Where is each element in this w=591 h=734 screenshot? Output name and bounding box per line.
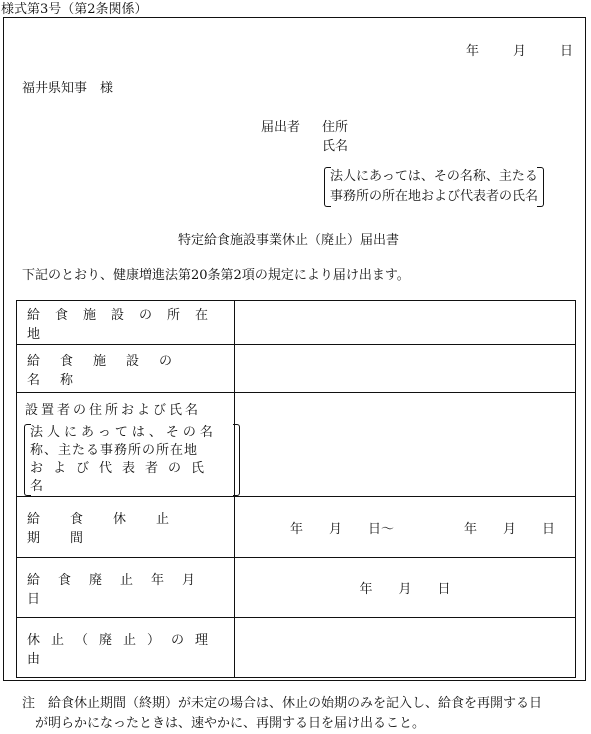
closure-date-value: 年 月 日: [359, 582, 451, 597]
footnote-line: が明らかになったときは、速やかに、再開する日を届け出ること。: [22, 716, 426, 731]
owner-note-line: 法人にあっては、その名: [30, 425, 217, 440]
corporation-note: [330, 167, 538, 207]
table-row: [17, 497, 576, 558]
footnote: [22, 694, 542, 734]
suspension-period-value: [235, 518, 575, 537]
notification-table: [16, 300, 576, 678]
date-year-label: 年: [466, 44, 480, 59]
addressee: 福井県知事 様: [22, 81, 114, 96]
label-text: 休止（廃止）の理由: [27, 632, 220, 667]
facility-location-label-cell: [17, 301, 235, 345]
period-end: 年 月 日: [463, 521, 555, 537]
label-text: 給食休止期間: [27, 512, 200, 546]
table-row: [17, 345, 576, 393]
owner-note-line: 称、主たる事務所の所在地: [30, 443, 199, 458]
label-text: 給食廃止年月日: [27, 572, 214, 607]
corporation-note-line: 事務所の所在地および代表者の氏名: [330, 189, 539, 204]
owner-label-cell: [17, 393, 235, 497]
document-title: 特定給食施設事業休止（廃止）届出書: [178, 233, 400, 248]
date-month-label: 月: [513, 44, 527, 59]
owner-corporation-note: [30, 424, 234, 496]
owner-input[interactable]: [235, 393, 576, 497]
closure-date-label-cell: [17, 558, 235, 618]
facility-name-input[interactable]: [235, 345, 576, 393]
closure-date-label: [17, 569, 234, 607]
reason-label-cell: [17, 618, 235, 678]
applicant-address-label: 住所: [322, 120, 349, 135]
table-row: [17, 301, 576, 345]
owner-label: 設置者の住所および氏名: [25, 403, 202, 418]
facility-name-label-cell: [17, 345, 235, 393]
reason-label: [17, 629, 234, 667]
corporation-note-line: 法人にあっては、その名称、主たる: [330, 169, 538, 184]
label-text: 給食施設の所在地: [27, 307, 224, 342]
footnote-line: 注 給食休止期間（終期）が未定の場合は、休止の始期のみを記入し、給食を再開する日: [22, 696, 543, 711]
left-bracket: [24, 424, 31, 496]
table-row: [17, 558, 576, 618]
label-text: 給食施設の名称: [27, 353, 193, 388]
period-start: 年 月 日〜: [290, 521, 395, 537]
suspension-period-label: [17, 508, 234, 546]
form-number-label: 様式第3号（第2条関係）: [1, 2, 148, 17]
date-day-label: 日: [560, 44, 574, 59]
table-row: [17, 393, 576, 497]
closure-date-input[interactable]: [235, 558, 576, 618]
applicant-name-label: 氏名: [322, 139, 349, 154]
suspension-period-input[interactable]: [235, 497, 576, 558]
right-bracket: [537, 167, 544, 207]
applicant-label: 届出者: [261, 120, 301, 135]
submission-date-line: [466, 40, 573, 59]
facility-name-label: [17, 350, 234, 388]
suspension-period-label-cell: [17, 497, 235, 558]
table-row: [17, 618, 576, 678]
facility-location-input[interactable]: [235, 301, 576, 345]
owner-note-line: および代表者の氏名: [30, 461, 215, 494]
reason-input[interactable]: [235, 618, 576, 678]
left-bracket: [324, 167, 331, 207]
facility-location-label: [17, 304, 234, 342]
intro-text: 下記のとおり、健康増進法第20条第2項の規定により届け出ます。: [22, 268, 410, 283]
right-bracket: [233, 424, 240, 496]
